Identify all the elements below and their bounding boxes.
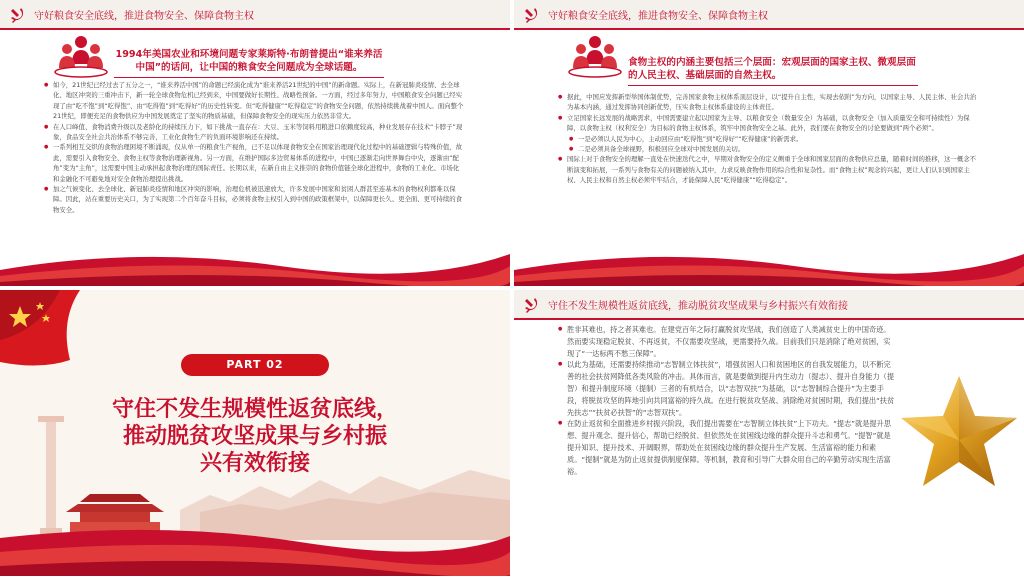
party-emblem-icon: [8, 5, 28, 25]
header-title: 守住不发生规模性返贫底线，推动脱贫攻坚成果与乡村振兴有效衔接: [548, 301, 848, 312]
slide2-bullet: ● 国际上对于食物安全的理解一直处在快速迭代之中，早期对食物安全的定义侧重于全球和国家层面的食物供应总量，随着时间的推移，这一概念不断演变和拓展，一系列与食物有关的问题被纳入其中，力求反映食物作用的综合性和复杂性。而“食物主权”观念的兴起，更让人们认识到国家主权、人民主权和自然主权必须牢牢结合，才能保障人民“吃得健康”“吃得稳定”。: [558, 154, 982, 185]
header-title: 守好粮食安全底线，推进食物安全、保障食物主权: [548, 11, 768, 22]
slide4-bullet: ● 以此为基础，还需要持续推动“志智制立体扶贫”，增强贫困人口和贫困地区的自我发展能力，以不断完善的社会扶贫网降低各类风险的冲击。具体而言，就是要做到提升内生动力（提志）、提升自身能力（提智）和提升制度环境（提制）三者的有机结合，以“志智双扶”为基础，以“志智制综合提升”为主要手段，将脱贫攻坚的阵地引向共同富裕的持久战。在进行脱贫攻坚战、消除绝对贫困时期，我们提出“扶贫先扶志”“扶贫必扶智”的“志智双扶”。: [558, 359, 896, 418]
gold-star-icon: [895, 370, 1023, 498]
slide2-bullet: ● 据此，中国应发挥新型举国体制优势，完善国家食物主权体系顶层设计，以“提升自主性，实现去依附”为方向，以国家主导、人民主体、社会共治为基本内涵，通过发挥协同创新优势，压实食物主权体系建设的主体责任。: [558, 92, 982, 113]
slide1-paragraph: ● 在人口峰值、食物消费升级以及老龄化的持续压力下，如下挑战一直存在：大豆、玉米等饲料用粮进口依赖度较高，种业发展存在技术“卡脖子”现象，食品安全社会共治体系不够完善，工业化食物生产的负面环境影响还在持续。: [44, 122, 464, 143]
slide-4[interactable]: [514, 290, 1024, 576]
part-label: PART 02: [181, 354, 329, 376]
people-group-icon: [568, 34, 622, 78]
slide4-bullet: ● 胜非其难也，持之者其难也。在建党百年之际打赢脱贫攻坚战，我们创造了人类减贫史上的中国奇迹。然而要实现稳定脱贫、不再返贫，不仅需要攻坚战，更需要持久战。目前我们只是消除了绝对贫困，实现了“一达标两不愁三保障”。: [558, 324, 896, 359]
slide1-paragraph: ● 加之气候变化、去全球化、新冠肺炎疫情和地区冲突的影响，治理危机被迅速放大，许多发展中国家和贫困人群甚至连基本的食物权利都难以保障。因此，站在重要历史关口，为了实现第二个百年奋斗目标，必须将食物主权引入到中国的政策框架中，以保障更长久、更全面、更可持续的食物安全。: [44, 184, 464, 215]
slide-header: [0, 0, 510, 30]
callout-underline: [628, 85, 918, 86]
slide2-bullet: ● 立足国家长远发展的战略需求，中国需要建立起以国家为主导、以粮食安全（数量安全）为基础，以食物安全（加入质量安全和可持续性）为保障，以食物主权（权利安全）为目标的食物主权体系，筑牢中国食物安全之基。此外，我们要在食物安全的讨论要做到“两个必须”。: [558, 113, 982, 134]
slide-2[interactable]: [514, 0, 1024, 286]
red-ribbon-decoration: [0, 240, 510, 286]
slide1-body: [44, 80, 464, 215]
section-title: [60, 396, 450, 477]
slide-header: [514, 290, 1024, 320]
people-group-icon: [54, 34, 108, 78]
section-title-line: 推动脱贫攻坚成果与乡村振: [122, 424, 387, 449]
header-title: 守好粮食安全底线，推进食物安全、保障食物主权: [34, 11, 254, 22]
slide2-callout: 食物主权的内涵主要包括三个层面：宏观层面的国家主权、微观层面的人民主权、基础层面的自然主权。: [628, 56, 918, 86]
slide2-sub-bullet: ● 二是必须具备全球视野，积极回应全球对中国发展的关切。: [558, 144, 982, 154]
red-ribbon-decoration: [514, 240, 1024, 286]
slide-1[interactable]: [0, 0, 510, 286]
slide1-callout: 1994年美国农业和环境问题专家莱斯特·布朗普提出“谁来养活中国”的话问，让中国的粮食安全问题成为全球话题。: [114, 48, 384, 78]
slide2-body: [558, 92, 982, 186]
slide-header: [514, 0, 1024, 30]
slide1-paragraph: ● 一系列相互交织的食物治理困境不断涌现，仅从单一的粮食生产视角，已不足以体现食物安全在国家治理现代化过程中的基础逻辑与特殊价值，故此，需要引入食物安全、食物主权等食物治理新视角。另一方面，在维护国际多边贸易体系的进程中，中国已逐渐走向世界舞台中央，逐渐由“配角”变为“主角”，这需要中国主动承担起食物治理的国际责任。长期以来，在新自由主义推崇的食物价值链全球化进程中，食物的工业化、市场化和金融化不可避免地对安全食物治理提出挑战。: [44, 142, 464, 184]
slide2-sub-bullet: ● 一是必须以人民为中心，主动回应由“吃得饱”到“吃得好”“吃得健康”的新需求。: [558, 134, 982, 144]
party-emblem-icon: [522, 5, 542, 25]
slide1-paragraph: ● 如今，21世纪已经过去了五分之一，“谁来养活中国”的命题已经演化成为“谁来养活21世纪的中国”的新命题。实际上，在新冠肺炎疫情、去全球化、地区冲突的三重冲击下，新一轮全球食物危机已经到来，中国要做好长期性、战略性预备。一方面，经过多年努力，中国粮食安全问题已经实现了由“吃不饱”到“吃得饱”、由“吃得饱”到“吃得好”的历史性转变。但“吃得健康”“吃得稳定”的食物安全问题，依然持续挑战着中国人。面向整个21世纪，即便充足的食物供应为中国发展奠定了坚实的物质基础，但保障食物安全的现实压力依然非常大。: [44, 80, 464, 122]
slide4-bullet: ● 在防止返贫和全面推进乡村振兴阶段，我们提出需要在“志智制立体扶贫”上下功夫。“提志”就是提升思想、提升观念、提升信心，帮助已经脱贫、但依然处在贫困线边缘的群众提升斗志和勇气。“提智”就是提升知识、提升技术、开阔眼界，帮助处在贫困线边缘的群众提升生产发展、生活富裕的能力和素质。“提制”就是为防止返贫提供制度保障。等机制，教育和引导广大群众用自己的辛勤劳动实现生活富裕。: [558, 418, 896, 477]
slide4-body: [558, 324, 896, 477]
slide-3-section-cover[interactable]: [0, 290, 510, 576]
section-title-line: 兴有效衔接: [199, 451, 310, 476]
party-emblem-icon: [522, 295, 542, 315]
section-title-line: 守住不发生规模性返贫底线，: [111, 397, 398, 422]
callout-underline: [114, 77, 384, 78]
